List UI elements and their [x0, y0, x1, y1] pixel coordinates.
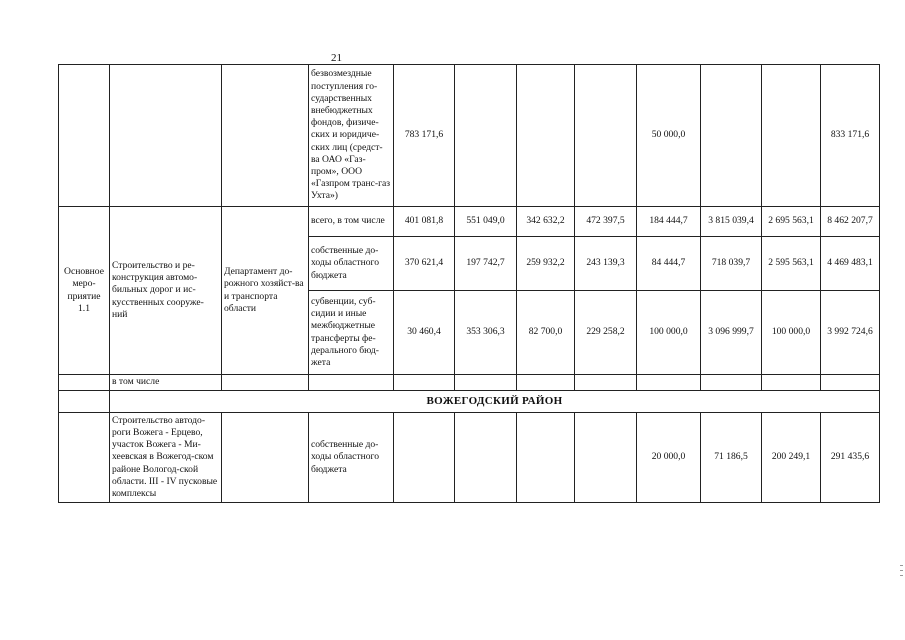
- value-cell: 3 992 724,6: [821, 291, 880, 375]
- value-cell: 2 695 563,1: [762, 207, 821, 237]
- value-cell: 3 815 039,4: [701, 207, 762, 237]
- value-cell: [701, 375, 762, 391]
- table-row: [59, 391, 880, 413]
- value-cell: 100 000,0: [637, 291, 701, 375]
- funding-source-cell: [309, 375, 394, 391]
- value-cell: 200 249,1: [762, 413, 821, 503]
- page-number: 21: [331, 52, 342, 64]
- executor-cell: [222, 65, 309, 207]
- value-cell: 20 000,0: [637, 413, 701, 503]
- region-heading: ВОЖЕГОДСКИЙ РАЙОН: [110, 391, 880, 413]
- name-cell: [110, 65, 222, 207]
- value-cell: 84 444,7: [637, 237, 701, 291]
- table-row: [59, 207, 880, 237]
- event-cell: [59, 391, 110, 413]
- value-cell: 259 932,2: [517, 237, 575, 291]
- value-cell: [394, 413, 455, 503]
- value-cell: [762, 375, 821, 391]
- value-cell: 342 632,2: [517, 207, 575, 237]
- value-cell: 833 171,6: [821, 65, 880, 207]
- executor-cell: [222, 375, 309, 391]
- funding-source-cell: собственные до-ходы областного бюджета: [309, 237, 394, 291]
- name-cell: Строительство автодо-роги Вожега - Ерцево, участок Вожега - Ми-хеевская в Вожегод-ском районе Вологод-ской области. III - IV пусковые комплексы: [110, 413, 222, 503]
- name-cell: Строительство и ре-конструкция автомо-бильных дорог и ис-кусственных сооруже-ний: [110, 207, 222, 375]
- value-cell: [394, 375, 455, 391]
- value-cell: 30 460,4: [394, 291, 455, 375]
- value-cell: [637, 375, 701, 391]
- value-cell: 718 039,7: [701, 237, 762, 291]
- value-cell: 291 435,6: [821, 413, 880, 503]
- value-cell: 2 595 563,1: [762, 237, 821, 291]
- value-cell: 3 096 999,7: [701, 291, 762, 375]
- value-cell: 783 171,6: [394, 65, 455, 207]
- value-cell: 50 000,0: [637, 65, 701, 207]
- value-cell: [455, 65, 517, 207]
- value-cell: 82 700,0: [517, 291, 575, 375]
- executor-cell: Департамент до-рожного хозяйст-ва и транспорта области: [222, 207, 309, 375]
- value-cell: [455, 375, 517, 391]
- budget-table: [58, 64, 880, 503]
- table-row: [59, 375, 880, 391]
- funding-source-cell: собственные до-ходы областного бюджета: [309, 413, 394, 503]
- value-cell: 71 186,5: [701, 413, 762, 503]
- value-cell: [762, 65, 821, 207]
- value-cell: 8 462 207,7: [821, 207, 880, 237]
- executor-cell: [222, 413, 309, 503]
- value-cell: [821, 375, 880, 391]
- value-cell: 551 049,0: [455, 207, 517, 237]
- scan-margin-marks: [900, 565, 903, 580]
- value-cell: 197 742,7: [455, 237, 517, 291]
- value-cell: [575, 413, 637, 503]
- value-cell: 472 397,5: [575, 207, 637, 237]
- funding-source-cell: безвозмездные поступления го-сударственных внебюджетных фондов, физиче-ских и юридиче-ских лиц (средст-ва ОАО «Газ-пром», ООО «Газпром транс-газ Ухта»): [309, 65, 394, 207]
- value-cell: [575, 65, 637, 207]
- event-cell: [59, 65, 110, 207]
- value-cell: [575, 375, 637, 391]
- value-cell: 353 306,3: [455, 291, 517, 375]
- event-cell: [59, 375, 110, 391]
- table-row: [59, 413, 880, 503]
- value-cell: [517, 413, 575, 503]
- value-cell: 243 139,3: [575, 237, 637, 291]
- value-cell: [455, 413, 517, 503]
- table-row: [59, 65, 880, 207]
- funding-source-cell: субвенции, суб-сидии и иные межбюджетные трансферты фе-дерального бюд-жета: [309, 291, 394, 375]
- value-cell: [701, 65, 762, 207]
- value-cell: 370 621,4: [394, 237, 455, 291]
- value-cell: 4 469 483,1: [821, 237, 880, 291]
- value-cell: [517, 65, 575, 207]
- value-cell: 184 444,7: [637, 207, 701, 237]
- event-cell: Основное меро-приятие 1.1: [59, 207, 110, 375]
- value-cell: [517, 375, 575, 391]
- value-cell: 100 000,0: [762, 291, 821, 375]
- name-cell: в том числе: [110, 375, 222, 391]
- event-cell: [59, 413, 110, 503]
- funding-source-cell: всего, в том числе: [309, 207, 394, 237]
- value-cell: 401 081,8: [394, 207, 455, 237]
- value-cell: 229 258,2: [575, 291, 637, 375]
